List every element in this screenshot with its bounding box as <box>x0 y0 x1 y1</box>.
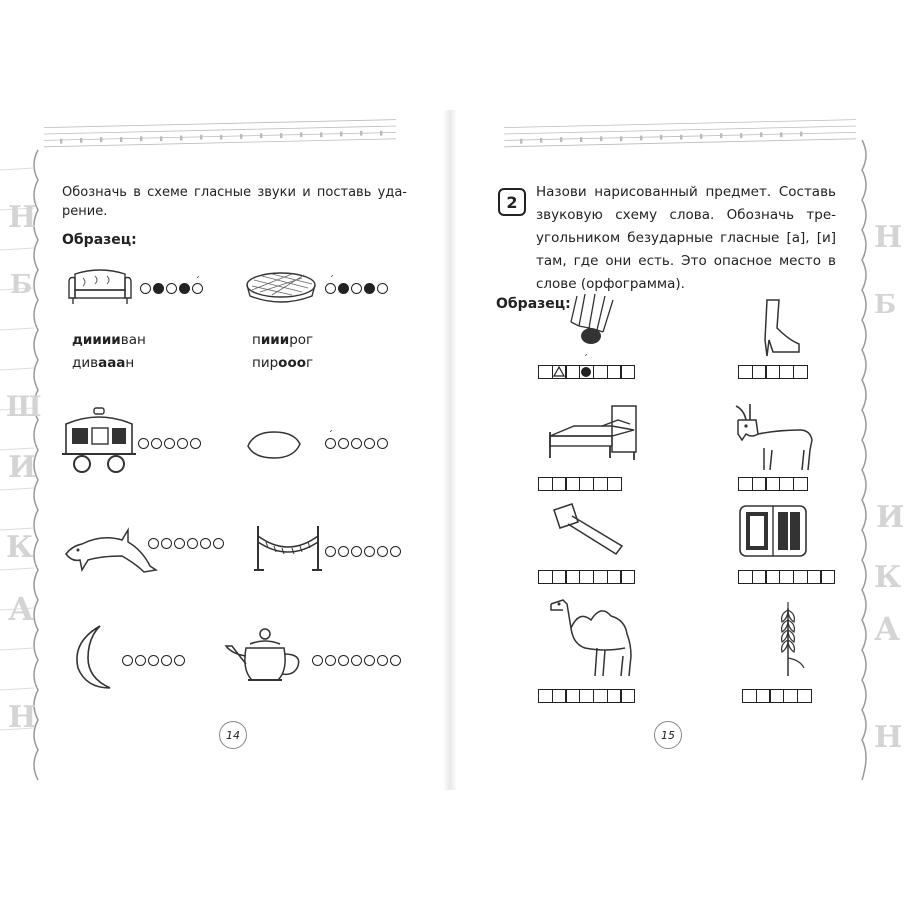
wagon-scheme <box>138 438 201 449</box>
shuttlecock-icon <box>567 292 617 350</box>
task-number-badge: 2 <box>498 188 526 216</box>
hammer-icon <box>550 500 630 558</box>
left-margin-decoration: Н Б Ш И К А Н <box>0 150 42 780</box>
sofa-scheme: ´ <box>140 283 203 294</box>
sofa-icon <box>65 264 135 309</box>
hammock-scheme <box>325 546 401 557</box>
boot-scheme <box>738 365 808 379</box>
camel-scheme <box>538 689 635 703</box>
moon-scheme <box>122 655 185 666</box>
dolphin-icon <box>62 520 158 580</box>
right-top-ruler <box>460 110 900 150</box>
goat-icon <box>728 400 816 474</box>
camel-icon <box>545 594 641 680</box>
pie-icon <box>242 268 320 308</box>
lemon-scheme: ´ <box>325 438 388 449</box>
pencil-case-scheme <box>738 570 835 584</box>
teapot-icon <box>222 624 308 688</box>
shuttlecock-scheme: ´ <box>538 365 635 379</box>
book-spine <box>443 110 457 790</box>
pie-scheme: ´ <box>325 283 388 294</box>
sample-word-1: дииииван <box>72 332 146 348</box>
right-instruction: Назови нарисованный предмет. Составь звуковую схему слова. Обозначь тре-угольником безударные гласные [а], [и] там, где они есть. Это опасное место в слове (орфограмма). <box>536 184 836 292</box>
left-top-ruler <box>0 110 440 150</box>
pencil-case-icon <box>738 504 808 558</box>
left-page-number: 14 <box>219 721 247 749</box>
sample-word-4: пирооог <box>252 355 314 371</box>
goat-scheme <box>738 477 808 491</box>
lemon-icon <box>244 428 304 462</box>
hammock-icon <box>252 522 324 572</box>
boot-icon <box>759 298 803 358</box>
hammer-scheme <box>538 570 635 584</box>
bed-icon <box>546 402 640 464</box>
sample-word-2: дивааан <box>72 355 135 371</box>
wagon-icon <box>60 406 138 476</box>
right-page-number: 15 <box>654 721 682 749</box>
right-sample-label: Образец: <box>496 296 571 312</box>
teapot-scheme <box>312 655 401 666</box>
dolphin-scheme <box>148 538 224 549</box>
wheat-icon <box>766 598 810 678</box>
right-margin-decoration: Н Б И К А Н <box>858 140 900 780</box>
left-sample-label: Образец: <box>62 232 137 248</box>
bed-scheme <box>538 477 622 491</box>
moon-icon <box>70 622 120 692</box>
wheat-scheme <box>742 689 812 703</box>
sample-word-3: пииирог <box>252 332 314 348</box>
left-instruction: Обозначь в схеме гласные звуки и поставь уда-рение. <box>62 185 407 219</box>
